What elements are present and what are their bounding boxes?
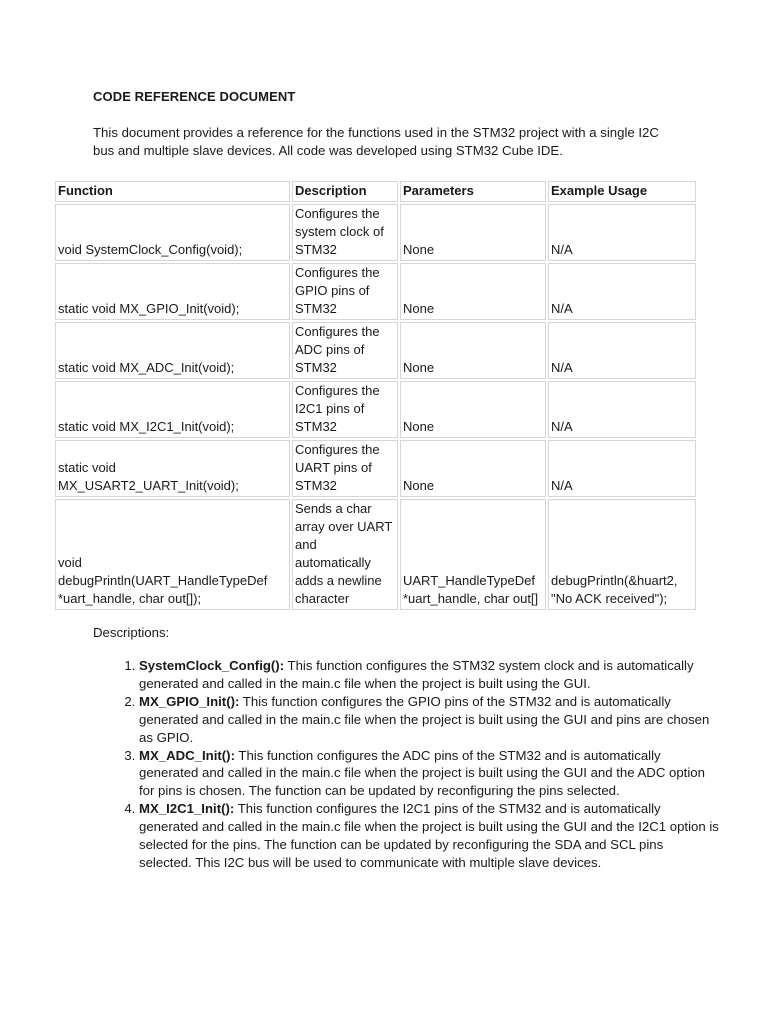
header-description: Description (292, 181, 398, 202)
function-explanation: This function configures the GPIO pins of the STM32 and is automatically generated and called in the main.c file when the project is built using the GUI and pins are chosen as GPIO. (139, 693, 710, 745)
function-name: SystemClock_Config(): (139, 658, 285, 673)
cell-function: static void MX_I2C1_Init(void); (55, 381, 290, 438)
cell-parameters: None (400, 204, 546, 261)
list-item (139, 747, 719, 801)
function-reference-table (53, 179, 698, 612)
cell-function: static void MX_USART2_UART_Init(void); (55, 440, 290, 497)
list-item (139, 693, 719, 747)
cell-function: void SystemClock_Config(void); (55, 204, 290, 261)
function-explanation: This function configures the I2C1 pins of the STM32 and is automatically generated and called in the main.c file when the project is built using the GUI and the I2C1 option is selected for the pins. The function can be updated by reconfiguring the SDA and SCL pins selected. This I2C bus will be used to communicate with multiple slave devices. (139, 801, 719, 870)
cell-example: debugPrintln(&huart2, "No ACK received"); (548, 499, 696, 610)
table-row (55, 204, 696, 261)
function-explanation: This function configures the STM32 system clock and is automatically generated and called in the main.c file when the project is built using the GUI. (139, 658, 694, 691)
cell-function: void debugPrintln(UART_HandleTypeDef *uart_handle, char out[]); (55, 499, 290, 610)
cell-parameters: None (400, 263, 546, 320)
cell-description: Configures the UART pins of STM32 (292, 440, 398, 497)
cell-example: N/A (548, 440, 696, 497)
list-item (139, 657, 719, 693)
cell-parameters: None (400, 381, 546, 438)
cell-description: Configures the I2C1 pins of STM32 (292, 381, 398, 438)
cell-example: N/A (548, 322, 696, 379)
cell-description: Configures the GPIO pins of STM32 (292, 263, 398, 320)
header-example-usage: Example Usage (548, 181, 696, 202)
cell-function: static void MX_ADC_Init(void); (55, 322, 290, 379)
descriptions-list (93, 657, 719, 872)
function-name: MX_I2C1_Init(): (139, 801, 235, 817)
table-row (55, 263, 696, 320)
document-title: CODE REFERENCE DOCUMENT (93, 89, 296, 104)
cell-example: N/A (548, 381, 696, 438)
table-row (55, 499, 696, 610)
table-header-row (55, 181, 696, 202)
header-function: Function (55, 181, 290, 202)
cell-function: static void MX_GPIO_Init(void); (55, 263, 290, 320)
function-name: MX_ADC_Init(): (139, 747, 235, 763)
function-explanation: This function configures the ADC pins of the STM32 and is automatically generated and called in the main.c file when the project is built using the GUI and the ADC option for pins is chosen. The function can be updated by reconfiguring the pins selected. (139, 747, 705, 799)
cell-description: Configures the system clock of STM32 (292, 204, 398, 261)
cell-description: Sends a char array over UART and automatically adds a newline character (292, 499, 398, 610)
list-item (139, 800, 719, 872)
header-parameters: Parameters (400, 181, 546, 202)
table-row (55, 322, 696, 379)
table-row (55, 381, 696, 438)
cell-example: N/A (548, 263, 696, 320)
table-row (55, 440, 696, 497)
cell-parameters: None (400, 440, 546, 497)
cell-example: N/A (548, 204, 696, 261)
descriptions-heading: Descriptions: (93, 625, 170, 640)
function-name: MX_GPIO_Init(): (139, 693, 240, 709)
cell-parameters: UART_HandleTypeDef *uart_handle, char out[] (400, 499, 546, 610)
cell-description: Configures the ADC pins of STM32 (292, 322, 398, 379)
intro-paragraph: This document provides a reference for the functions used in the STM32 project with a single I2C bus and multiple slave devices. All code was developed using STM32 Cube IDE. (93, 125, 659, 158)
cell-parameters: None (400, 322, 546, 379)
